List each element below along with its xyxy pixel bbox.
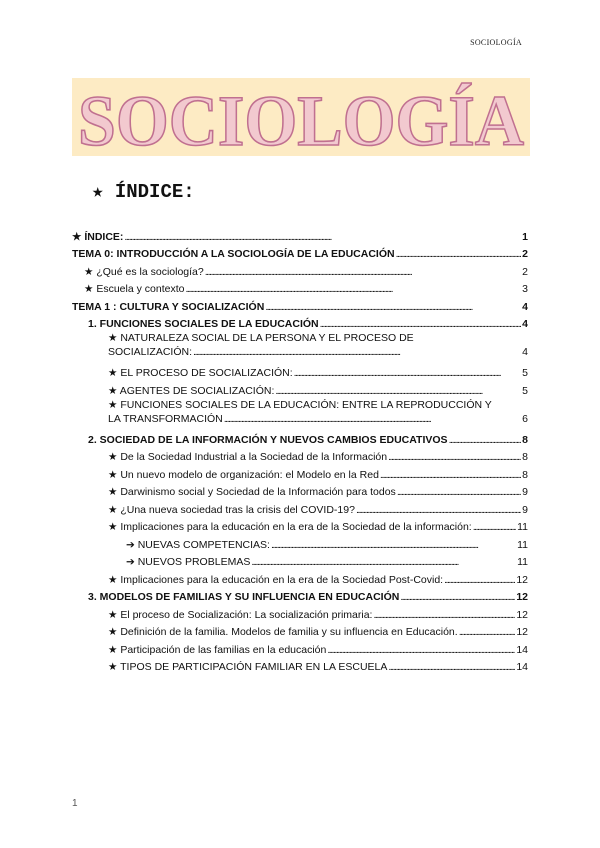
toc-entry[interactable] <box>72 226 528 244</box>
toc-leader-dots <box>444 573 515 587</box>
toc-entry-label: ★ FUNCIONES SOCIALES DE LA EDUCACIÓN: ENTRE LA REPRODUCCIÓN Y <box>108 398 492 411</box>
toc-entry[interactable] <box>72 482 528 500</box>
toc-leader-dots <box>275 384 521 398</box>
toc-leader-dots <box>356 503 521 517</box>
index-heading: ★ ÍNDICE: <box>92 181 195 203</box>
toc-leader-dots <box>294 366 522 380</box>
toc-entry[interactable] <box>72 380 528 398</box>
toc-leader-dots <box>327 643 515 657</box>
toc-leader-dots <box>251 555 516 569</box>
toc-entry-label: ★ De la Sociedad Industrial a la Sociedad de la Información <box>108 451 388 463</box>
toc-entry-label: ★ Escuela y contexto <box>84 283 185 295</box>
toc-leader-dots <box>373 608 515 622</box>
toc-entry[interactable] <box>72 279 528 297</box>
toc-leader-dots <box>224 412 521 426</box>
toc-entry[interactable] <box>72 604 528 622</box>
toc-entry[interactable] <box>72 464 528 482</box>
running-header: SOCIOLOGÍA <box>470 38 522 47</box>
toc-page-number: 11 <box>517 538 528 551</box>
toc-entry[interactable] <box>72 587 528 605</box>
toc-entry-label: ➔ NUEVAS COMPETENCIAS: <box>126 538 270 551</box>
toc-entry[interactable] <box>72 261 528 279</box>
toc-entry-label: TEMA 0: INTRODUCCIÓN A LA SOCIOLOGÍA DE LA EDUCACIÓN <box>72 248 395 260</box>
toc-entry[interactable] <box>72 398 528 426</box>
toc-page-number: 14 <box>516 643 528 656</box>
toc-leader-dots <box>473 520 516 534</box>
toc-entry[interactable] <box>72 639 528 657</box>
toc-entry-label-continued: SOCIALIZACIÓN: <box>108 346 193 358</box>
toc-leader-dots <box>397 485 521 499</box>
toc-leader-dots <box>205 265 521 279</box>
toc-entry[interactable] <box>72 331 528 359</box>
toc-page-number: 8 <box>522 451 528 463</box>
toc-entry-label: ★ Implicaciones para la educación en la era de la Sociedad de la información: <box>108 521 472 533</box>
toc-leader-dots <box>265 300 521 314</box>
toc-entry[interactable] <box>72 552 528 570</box>
toc-entry-label: ★ EL PROCESO DE SOCIALIZACIÓN: <box>108 367 293 379</box>
table-of-contents <box>72 226 528 674</box>
toc-entry-label: ★ El proceso de Socialización: La socialización primaria: <box>108 608 373 621</box>
toc-leader-dots <box>271 538 516 552</box>
toc-entry[interactable] <box>72 314 528 332</box>
toc-page-number: 2 <box>522 248 528 260</box>
toc-leader-dots <box>320 317 522 331</box>
toc-entry-label: ★ Implicaciones para la educación en la era de la Sociedad Post-Covid: <box>108 573 444 586</box>
toc-page-number: 6 <box>522 412 528 425</box>
toc-entry-label: ★ ÍNDICE: <box>72 230 124 243</box>
toc-entry-label: ★ NATURALEZA SOCIAL DE LA PERSONA Y EL PROCESO DE <box>108 332 414 344</box>
toc-entry[interactable] <box>72 517 528 535</box>
toc-entry[interactable] <box>72 499 528 517</box>
toc-leader-dots <box>388 450 521 464</box>
page-number: 1 <box>72 798 78 809</box>
toc-page-number: 2 <box>522 265 528 278</box>
toc-entry-label: 1. FUNCIONES SOCIALES DE LA EDUCACIÓN <box>88 318 319 330</box>
toc-page-number: 8 <box>522 468 528 481</box>
toc-leader-dots <box>396 247 522 261</box>
toc-entry-label: ★ Un nuevo modelo de organización: el Modelo en la Red <box>108 468 379 481</box>
toc-page-number: 3 <box>522 283 528 295</box>
wordart-title <box>72 78 530 156</box>
toc-leader-dots <box>185 282 521 296</box>
toc-leader-dots <box>380 468 521 482</box>
toc-page-number: 12 <box>516 591 528 603</box>
toc-entry-label: TEMA 1 : CULTURA Y SOCIALIZACIÓN <box>72 300 265 313</box>
banner-title: SOCIOLOGÍA <box>78 81 524 156</box>
toc-page-number: 11 <box>517 521 528 533</box>
toc-leader-dots <box>124 230 521 244</box>
toc-page-number: 12 <box>516 626 528 638</box>
toc-entry-label: ★ TIPOS DE PARTICIPACIÓN FAMILIAR EN LA ESCUELA <box>108 661 388 673</box>
toc-leader-dots <box>449 433 522 447</box>
toc-leader-dots <box>459 625 516 639</box>
toc-page-number: 9 <box>522 486 528 498</box>
title-banner <box>72 78 530 156</box>
toc-entry-label: 2. SOCIEDAD DE LA INFORMACIÓN Y NUEVOS CAMBIOS EDUCATIVOS <box>88 433 448 446</box>
toc-page-number: 5 <box>522 384 528 397</box>
toc-entry[interactable] <box>72 534 528 552</box>
toc-entry-label: ★ Participación de las familias en la educación <box>108 643 327 656</box>
toc-page-number: 12 <box>516 608 528 621</box>
toc-entry-label: ★ Definición de la familia. Modelos de familia y su influencia en Educación. <box>108 626 458 638</box>
toc-page-number: 12 <box>516 573 528 586</box>
toc-entry-label: ★ Darwinismo social y Sociedad de la Información para todos <box>108 486 396 498</box>
toc-entry[interactable] <box>72 363 528 381</box>
toc-entry-label: ➔ NUEVOS PROBLEMAS <box>126 556 251 568</box>
toc-page-number: 4 <box>522 318 528 330</box>
toc-entry[interactable] <box>72 622 528 640</box>
toc-entry-label-continued: LA TRANSFORMACIÓN <box>108 412 223 425</box>
toc-entry[interactable] <box>72 296 528 314</box>
toc-entry-label: 3. MODELOS DE FAMILIAS Y SU INFLUENCIA EN EDUCACIÓN <box>88 591 400 603</box>
toc-leader-dots <box>193 345 521 359</box>
toc-entry[interactable] <box>72 244 528 262</box>
toc-leader-dots <box>400 590 515 604</box>
toc-entry[interactable] <box>72 569 528 587</box>
toc-page-number: 1 <box>522 230 528 243</box>
toc-page-number: 8 <box>522 433 528 446</box>
toc-leader-dots <box>388 660 515 674</box>
toc-entry[interactable] <box>72 429 528 447</box>
toc-entry-label: ★ ¿Qué es la sociología? <box>84 265 204 278</box>
toc-page-number: 5 <box>522 367 528 379</box>
toc-entry-label: ★ AGENTES DE SOCIALIZACIÓN: <box>108 384 275 397</box>
toc-entry[interactable] <box>72 657 528 675</box>
toc-entry-label: ★ ¿Una nueva sociedad tras la crisis del COVID-19? <box>108 503 355 516</box>
toc-page-number: 4 <box>522 300 528 313</box>
toc-page-number: 9 <box>522 503 528 516</box>
toc-page-number: 14 <box>516 661 528 673</box>
toc-page-number: 4 <box>522 346 528 358</box>
toc-page-number: 11 <box>517 556 528 568</box>
toc-entry[interactable] <box>72 447 528 465</box>
